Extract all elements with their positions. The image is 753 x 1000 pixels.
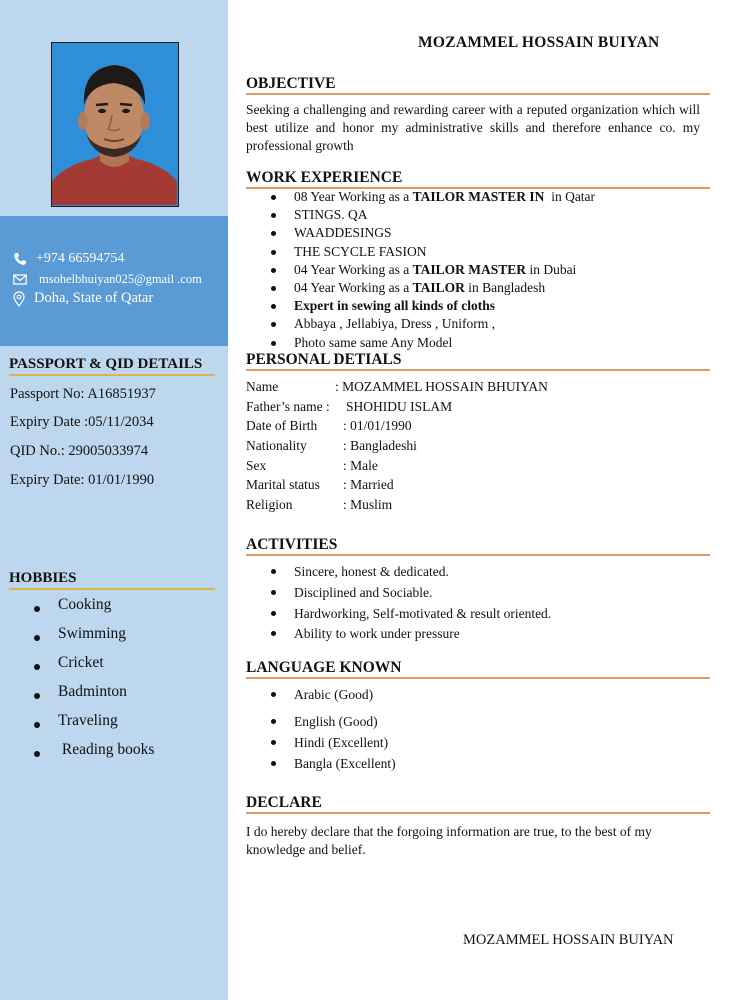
work-heading: WORK EXPERIENCE <box>246 169 710 189</box>
hobbies-list <box>0 596 154 770</box>
work-item: Expert in sewing all kinds of cloths <box>246 297 595 315</box>
phone-text: +974 66594754 <box>36 251 125 266</box>
contact-location <box>13 290 153 307</box>
work-item: 04 Year Working as a TAILOR MASTER in Dubai <box>246 261 595 279</box>
work-item: Photo same same Any Model <box>246 334 595 352</box>
language-item: Arabic (Good) <box>246 685 396 712</box>
work-item: 04 Year Working as a TAILOR in Bangladesh <box>246 279 595 297</box>
envelope-icon <box>13 274 27 286</box>
hobby-item: Badminton <box>0 683 154 712</box>
work-item: Abbaya , Jellabiya, Dress , Uniform , <box>246 315 595 333</box>
work-item: THE SCYCLE FASION <box>246 243 595 261</box>
work-item: STINGS. QA <box>246 206 595 224</box>
objective-heading: OBJECTIVE <box>246 75 710 95</box>
work-item: 08 Year Working as a TAILOR MASTER IN in Qatar <box>246 188 595 206</box>
activity-item: Sincere, honest & dedicated. <box>246 562 551 583</box>
personal-heading: PERSONAL DETIALS <box>246 351 710 371</box>
passport-heading: PASSPORT & QID DETAILS <box>9 356 215 376</box>
activities-list <box>246 562 551 645</box>
language-heading: LANGUAGE KNOWN <box>246 659 710 679</box>
language-item: Hindi (Excellent) <box>246 733 396 754</box>
language-item: Bangla (Excellent) <box>246 754 396 775</box>
hobby-item: Cricket <box>0 654 154 683</box>
declare-text: I do hereby declare that the forgoing information are true, to the best of my knowledge and belief. <box>246 824 652 857</box>
objective-text: Seeking a challenging and rewarding career with a reputed organization which will best utilize and honor my administrative skills and therefore enhance co. my professional growth <box>246 102 700 153</box>
hobby-item: Swimming <box>0 625 154 654</box>
email-text: msohelbhuiyan025@gmail .com <box>39 272 202 286</box>
passport-expiry: Expiry Date :05/11/2034 <box>10 414 154 430</box>
phone-icon <box>13 252 27 266</box>
work-item: WAADDESINGS <box>246 224 595 242</box>
activity-item: Ability to work under pressure <box>246 624 551 645</box>
profile-photo-image <box>52 43 177 205</box>
signature-name: MOZAMMEL HOSSAIN BUIYAN <box>463 932 674 948</box>
passport-number: Passport No: A16851937 <box>10 386 156 402</box>
hobby-item: Traveling <box>0 712 154 741</box>
work-list <box>246 188 595 352</box>
declare-heading: DECLARE <box>246 794 710 814</box>
qid-number: QID No.: 29005033974 <box>10 443 149 459</box>
contact-email <box>13 272 202 287</box>
candidate-name: MOZAMMEL HOSSAIN BUIYAN <box>418 34 660 51</box>
hobbies-heading: HOBBIES <box>9 570 215 590</box>
activity-item: Disciplined and Sociable. <box>246 583 551 604</box>
contact-phone <box>13 251 124 267</box>
contact-band <box>0 216 228 346</box>
location-pin-icon <box>13 291 25 307</box>
language-list <box>246 685 396 775</box>
language-item: English (Good) <box>246 712 396 733</box>
activities-heading: ACTIVITIES <box>246 536 710 556</box>
profile-photo <box>51 42 179 207</box>
location-text: Doha, State of Qatar <box>34 290 154 306</box>
hobby-item: Reading books <box>0 741 154 770</box>
hobby-item: Cooking <box>0 596 154 625</box>
activity-item: Hardworking, Self-motivated & result oriented. <box>246 604 551 625</box>
qid-expiry: Expiry Date: 01/01/1990 <box>10 472 155 488</box>
